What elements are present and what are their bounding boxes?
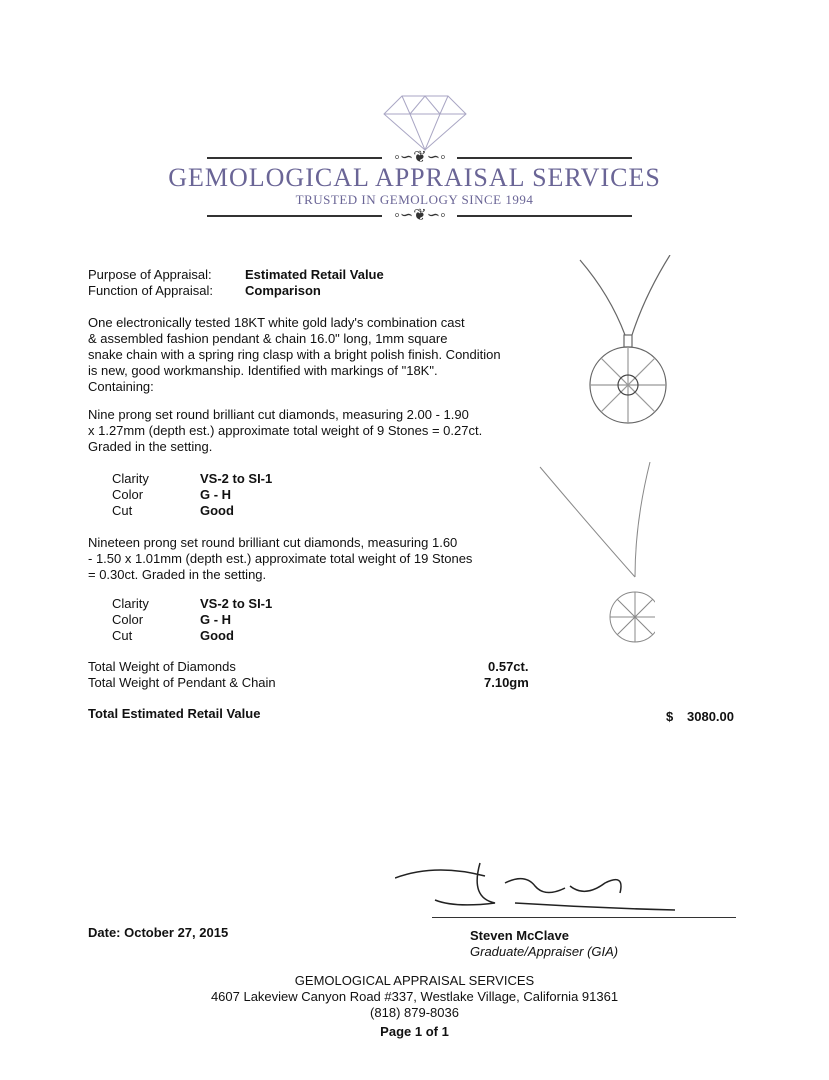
grade-labels <box>112 471 149 519</box>
flourish-icon: ◦∽❦∽◦ <box>394 149 446 166</box>
grade-labels <box>112 596 149 644</box>
company-name: GEMOLOGICAL APPRAISAL SERVICES <box>168 163 661 192</box>
cut-value: Good <box>200 503 234 518</box>
footer-phone: (818) 879-8036 <box>370 1005 459 1020</box>
signature-line <box>432 917 736 918</box>
description-line: Nineteen prong set round brilliant cut diamonds, measuring 1.60 <box>88 535 458 550</box>
stone-group-1-description <box>88 407 528 455</box>
header-rule <box>457 215 632 217</box>
description-line: = 0.30ct. Graded in the setting. <box>88 567 267 582</box>
description-line: Nine prong set round brilliant cut diamonds, measuring 2.00 - 1.90 <box>88 407 469 422</box>
cut-label: Cut <box>112 503 133 518</box>
function-label: Function of Appraisal: <box>88 283 214 298</box>
description-line: - 1.50 x 1.01mm (depth est.) approximate total weight of 19 Stones <box>88 551 473 566</box>
appraiser-title: Graduate/Appraiser (GIA) <box>470 944 619 959</box>
total-diamonds-label: Total Weight of Diamonds <box>88 659 236 674</box>
header-rule <box>457 157 632 159</box>
color-label: Color <box>112 612 144 627</box>
description-line: Graded in the setting. <box>88 439 213 454</box>
header-rule <box>207 157 382 159</box>
clarity-label: Clarity <box>112 471 149 486</box>
color-label: Color <box>112 487 144 502</box>
clarity-label: Clarity <box>112 596 149 611</box>
retail-value: 3080.00 <box>687 709 734 724</box>
color-value: G - H <box>200 487 232 502</box>
footer <box>0 973 829 1040</box>
total-diamonds-value: 0.57ct. <box>488 659 529 674</box>
page-number: Page 1 of 1 <box>380 1024 449 1039</box>
cut-label: Cut <box>112 628 133 643</box>
function-value: Comparison <box>245 283 321 298</box>
pendant-photo-large <box>560 255 680 455</box>
total-pendant-label: Total Weight of Pendant & Chain <box>88 675 276 690</box>
company-tagline: TRUSTED IN GEMOLOGY SINCE 1994 <box>295 192 534 207</box>
stone-group-2-description <box>88 535 508 583</box>
footer-company: GEMOLOGICAL APPRAISAL SERVICES <box>294 973 535 988</box>
cut-value: Good <box>200 628 234 643</box>
purpose-value: Estimated Retail Value <box>245 267 384 282</box>
grade-values <box>200 596 272 644</box>
grade-values <box>200 471 272 519</box>
color-value: G - H <box>200 612 232 627</box>
pendant-photo-small <box>535 462 655 652</box>
clarity-value: VS-2 to SI-1 <box>200 471 273 486</box>
flourish-icon: ◦∽❦∽◦ <box>394 207 446 224</box>
description-line: snake chain with a spring ring clasp with a bright polish finish. Condition <box>88 347 501 362</box>
description-line: One electronically tested 18KT white gold lady's combination cast <box>88 315 465 330</box>
header-rule <box>207 215 382 217</box>
description-line: is new, good workmanship. Identified with markings of "18K". <box>88 363 438 378</box>
description-line: Containing: <box>88 379 154 394</box>
description-line: & assembled fashion pendant & chain 16.0" long, 1mm square <box>88 331 448 346</box>
signature-image <box>395 858 685 918</box>
retail-value-label: Total Estimated Retail Value <box>88 706 261 721</box>
purpose-label: Purpose of Appraisal: <box>88 267 212 282</box>
footer-address: 4607 Lakeview Canyon Road #337, Westlake Village, California 91361 <box>210 989 619 1004</box>
item-description <box>88 315 558 395</box>
appraisal-date: Date: October 27, 2015 <box>88 925 229 940</box>
appraiser-name: Steven McClave <box>470 928 569 943</box>
total-pendant-value: 7.10gm <box>484 675 529 690</box>
currency-symbol: $ <box>666 709 674 724</box>
diamond-logo-icon <box>380 92 470 152</box>
description-line: x 1.27mm (depth est.) approximate total weight of 9 Stones = 0.27ct. <box>88 423 483 438</box>
clarity-value: VS-2 to SI-1 <box>200 596 273 611</box>
